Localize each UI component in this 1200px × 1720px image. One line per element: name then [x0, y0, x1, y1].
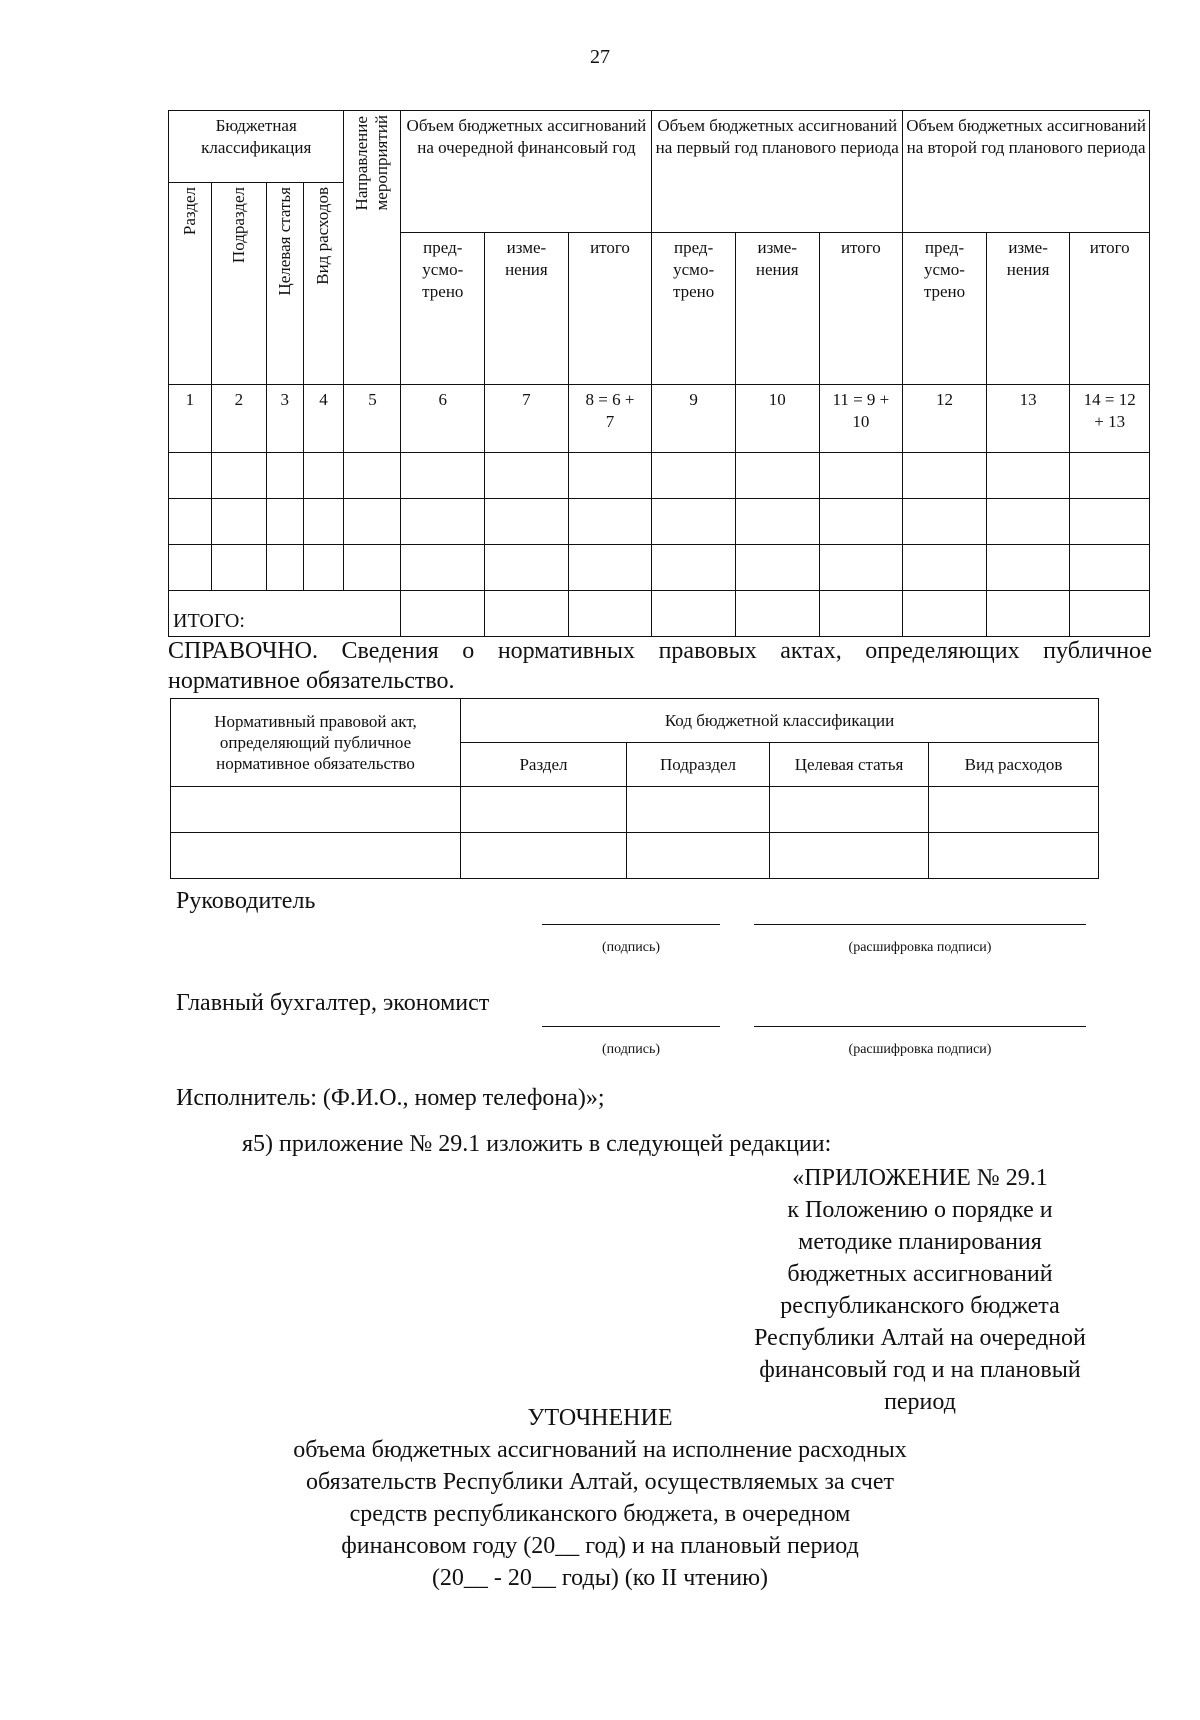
- col-number: 14 = 12 + 13: [1070, 385, 1150, 453]
- signature-decode-line: [754, 1026, 1086, 1027]
- col-number: 2: [211, 385, 266, 453]
- direction-header: Направление мероприятий: [344, 111, 401, 385]
- signature-decode-line: [754, 924, 1086, 925]
- total-header: итого: [819, 233, 903, 385]
- page-number: 27: [590, 46, 610, 68]
- table-row: [169, 499, 1150, 545]
- total-header: итого: [568, 233, 652, 385]
- col-number: 1: [169, 385, 212, 453]
- table-row: [171, 833, 1099, 879]
- appendix-block: [720, 1162, 1120, 1418]
- first-plan-year-header: Объем бюджетных ассигнований на первый год планового периода: [652, 111, 903, 233]
- table-row: [169, 453, 1150, 499]
- document-title: [0, 1402, 1200, 1594]
- signature-line: [542, 924, 720, 925]
- title-line: средств республиканского бюджета, в очередном: [349, 1501, 851, 1527]
- budget-allocations-table: [168, 110, 1150, 637]
- planned-header: пред- усмо- трено: [903, 233, 987, 385]
- col-number: 5: [344, 385, 401, 453]
- normative-acts-table: [170, 698, 1099, 879]
- reference-note: СПРАВОЧНО. Сведения о нормативных правовых актах, определяющих публичное нормативное обязательство.: [168, 638, 1152, 694]
- code-header: Код бюджетной классификации: [461, 699, 1099, 743]
- title-line: объема бюджетных ассигнований на исполнение расходных: [293, 1437, 907, 1463]
- col-number: 3: [266, 385, 303, 453]
- col-number: 7: [485, 385, 569, 453]
- appendix-line: период: [884, 1389, 956, 1415]
- normative-act-header: Нормативный правовой акт, определяющий публичное нормативное обязательство: [171, 699, 461, 787]
- table-row: [169, 545, 1150, 591]
- podrazdel-header: Подраздел: [211, 183, 266, 385]
- podrazdel-header: Подраздел: [627, 743, 770, 787]
- signature-decode-caption: (расшифровка подписи): [848, 1042, 992, 1057]
- razdel-header: Раздел: [169, 183, 212, 385]
- changes-header: изме- нения: [986, 233, 1070, 385]
- signature-caption: (подпись): [601, 1042, 661, 1057]
- executor-line: Исполнитель: (Ф.И.О., номер телефона)»;: [176, 1085, 605, 1111]
- appendix-line: к Положению о порядке и: [787, 1197, 1053, 1223]
- title-line: обязательств Республики Алтай, осуществляемых за счет: [306, 1469, 894, 1495]
- target-article-header: Целевая статья: [770, 743, 929, 787]
- title-line: (20__ - 20__ годы) (ко II чтению): [431, 1565, 769, 1591]
- appendix-line: бюджетных ассигнований: [787, 1261, 1053, 1287]
- planned-header: пред- усмо- трено: [652, 233, 736, 385]
- planned-header: пред- усмо- трено: [401, 233, 485, 385]
- col-number: 8 = 6 + 7: [568, 385, 652, 453]
- col-number: 12: [903, 385, 987, 453]
- column-numbers-row: [169, 385, 1150, 453]
- appendix-line: финансовый год и на плановый: [759, 1357, 1081, 1383]
- col-number: 6: [401, 385, 485, 453]
- appendix-line: методике планирования: [798, 1229, 1042, 1255]
- total-row: [169, 591, 1150, 637]
- changes-header: изме- нения: [735, 233, 819, 385]
- second-plan-year-header: Объем бюджетных ассигнований на второй год планового периода: [903, 111, 1150, 233]
- signature-decode-caption: (расшифровка подписи): [848, 940, 992, 955]
- head-label: Руководитель: [176, 888, 316, 914]
- title-heading: УТОЧНЕНИЕ: [527, 1405, 673, 1431]
- amendment-line: я5) приложение № 29.1 изложить в следующей редакции:: [242, 1131, 832, 1157]
- col-number: 9: [652, 385, 736, 453]
- col-number: 13: [986, 385, 1070, 453]
- col-number: 10: [735, 385, 819, 453]
- total-header: итого: [1070, 233, 1150, 385]
- col-number: 4: [303, 385, 344, 453]
- appendix-line: республиканского бюджета: [780, 1293, 1060, 1319]
- target-article-header: Целевая статья: [266, 183, 303, 385]
- table-row: [171, 787, 1099, 833]
- signature-caption: (подпись): [601, 940, 661, 955]
- razdel-header: Раздел: [461, 743, 627, 787]
- changes-header: изме- нения: [485, 233, 569, 385]
- expense-type-header: Вид расходов: [929, 743, 1099, 787]
- signature-line: [542, 1026, 720, 1027]
- budget-classification-header: Бюджетная классификация: [169, 111, 344, 183]
- title-line: финансовом году (20__ год) и на плановый период: [341, 1533, 859, 1559]
- expense-type-header: Вид расходов: [303, 183, 344, 385]
- appendix-line: Республики Алтай на очередной: [754, 1325, 1086, 1351]
- current-year-header: Объем бюджетных ассигнований на очередной финансовый год: [401, 111, 652, 233]
- chief-accountant-label: Главный бухгалтер, экономист: [176, 990, 490, 1016]
- total-label: ИТОГО:: [169, 591, 401, 637]
- col-number: 11 = 9 + 10: [819, 385, 903, 453]
- appendix-line: «ПРИЛОЖЕНИЕ № 29.1: [792, 1165, 1048, 1191]
